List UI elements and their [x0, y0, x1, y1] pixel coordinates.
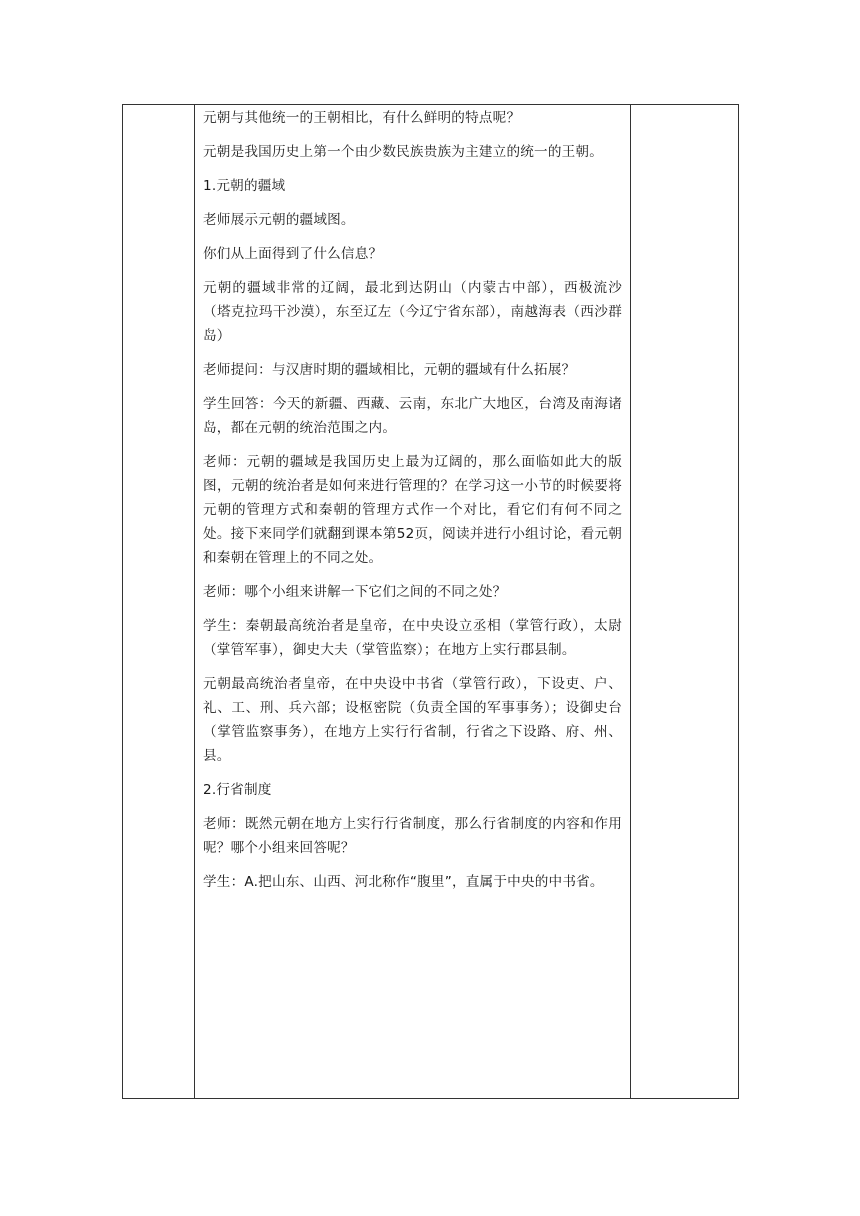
- paragraph-teacher-map: 老师展示元朝的疆域图。: [203, 212, 355, 228]
- right-column-cell: [631, 105, 739, 1099]
- paragraph-teacher-management: 老师：元朝的疆域是我国历史上最为辽阔的，那么面临如此大的版图，元朝的统治者是如何来进行管理的？在学习这一小节的时候要将元朝的管理方式和秦朝的管理方式作一个对比，看它们有何不同之处。接下来同学们就翻到课本第52页，阅读并进行小组讨论，看元朝和秦朝在管理上的不同之处。: [203, 454, 622, 566]
- section-heading-territory: 1.元朝的疆域: [203, 178, 286, 194]
- paragraph-student-province: 学生：A.把山东、山西、河北称作“腹里”，直属于中央的中书省。: [203, 874, 604, 890]
- paragraph-question: 元朝与其他统一的王朝相比，有什么鲜明的特点呢？: [203, 110, 521, 126]
- paragraph-territory-description: 元朝的疆域非常的辽阔，最北到达阴山（内蒙古中部），西极流沙（塔克拉玛干沙漠），东至辽左（今辽宁省东部），南越海表（西沙群岛）: [203, 280, 622, 344]
- paragraph-info-question: 你们从上面得到了什么信息？: [203, 246, 383, 262]
- paragraph-student-answer: 学生回答：今天的新疆、西藏、云南，东北广大地区，台湾及南海诸岛，都在元朝的统治范围之内。: [203, 396, 622, 436]
- section-heading-province: 2.行省制度: [203, 782, 272, 798]
- paragraph-student-qin: 学生：秦朝最高统治者是皇帝，在中央设立丞相（掌管行政），太尉（掌管军事），御史大夫（掌管监察）；在地方上实行郡县制。: [203, 618, 622, 658]
- paragraph-teacher-group: 老师：哪个小组来讲解一下它们之间的不同之处？: [203, 584, 507, 600]
- paragraph-teacher-province: 老师：既然元朝在地方上实行行省制度，那么行省制度的内容和作用呢？哪个小组来回答呢？: [203, 816, 622, 856]
- paragraph-teacher-question: 老师提问：与汉唐时期的疆域相比，元朝的疆域有什么拓展？: [203, 362, 576, 378]
- paragraph-yuan-system: 元朝最高统治者皇帝，在中央设中书省（掌管行政），下设吏、户、礼、工、刑、兵六部；设枢密院（负责全国的军事事务）；设御史台（掌管监察事务），在地方上实行行省制，行省之下设路、府、州、县。: [203, 676, 622, 764]
- lesson-table: [122, 104, 739, 1099]
- table-row: [123, 105, 739, 1099]
- content-body: [195, 105, 630, 894]
- left-column-cell: [123, 105, 195, 1099]
- paragraph-answer: 元朝是我国历史上第一个由少数民族贵族为主建立的统一的王朝。: [203, 144, 604, 160]
- content-cell: [195, 105, 631, 1099]
